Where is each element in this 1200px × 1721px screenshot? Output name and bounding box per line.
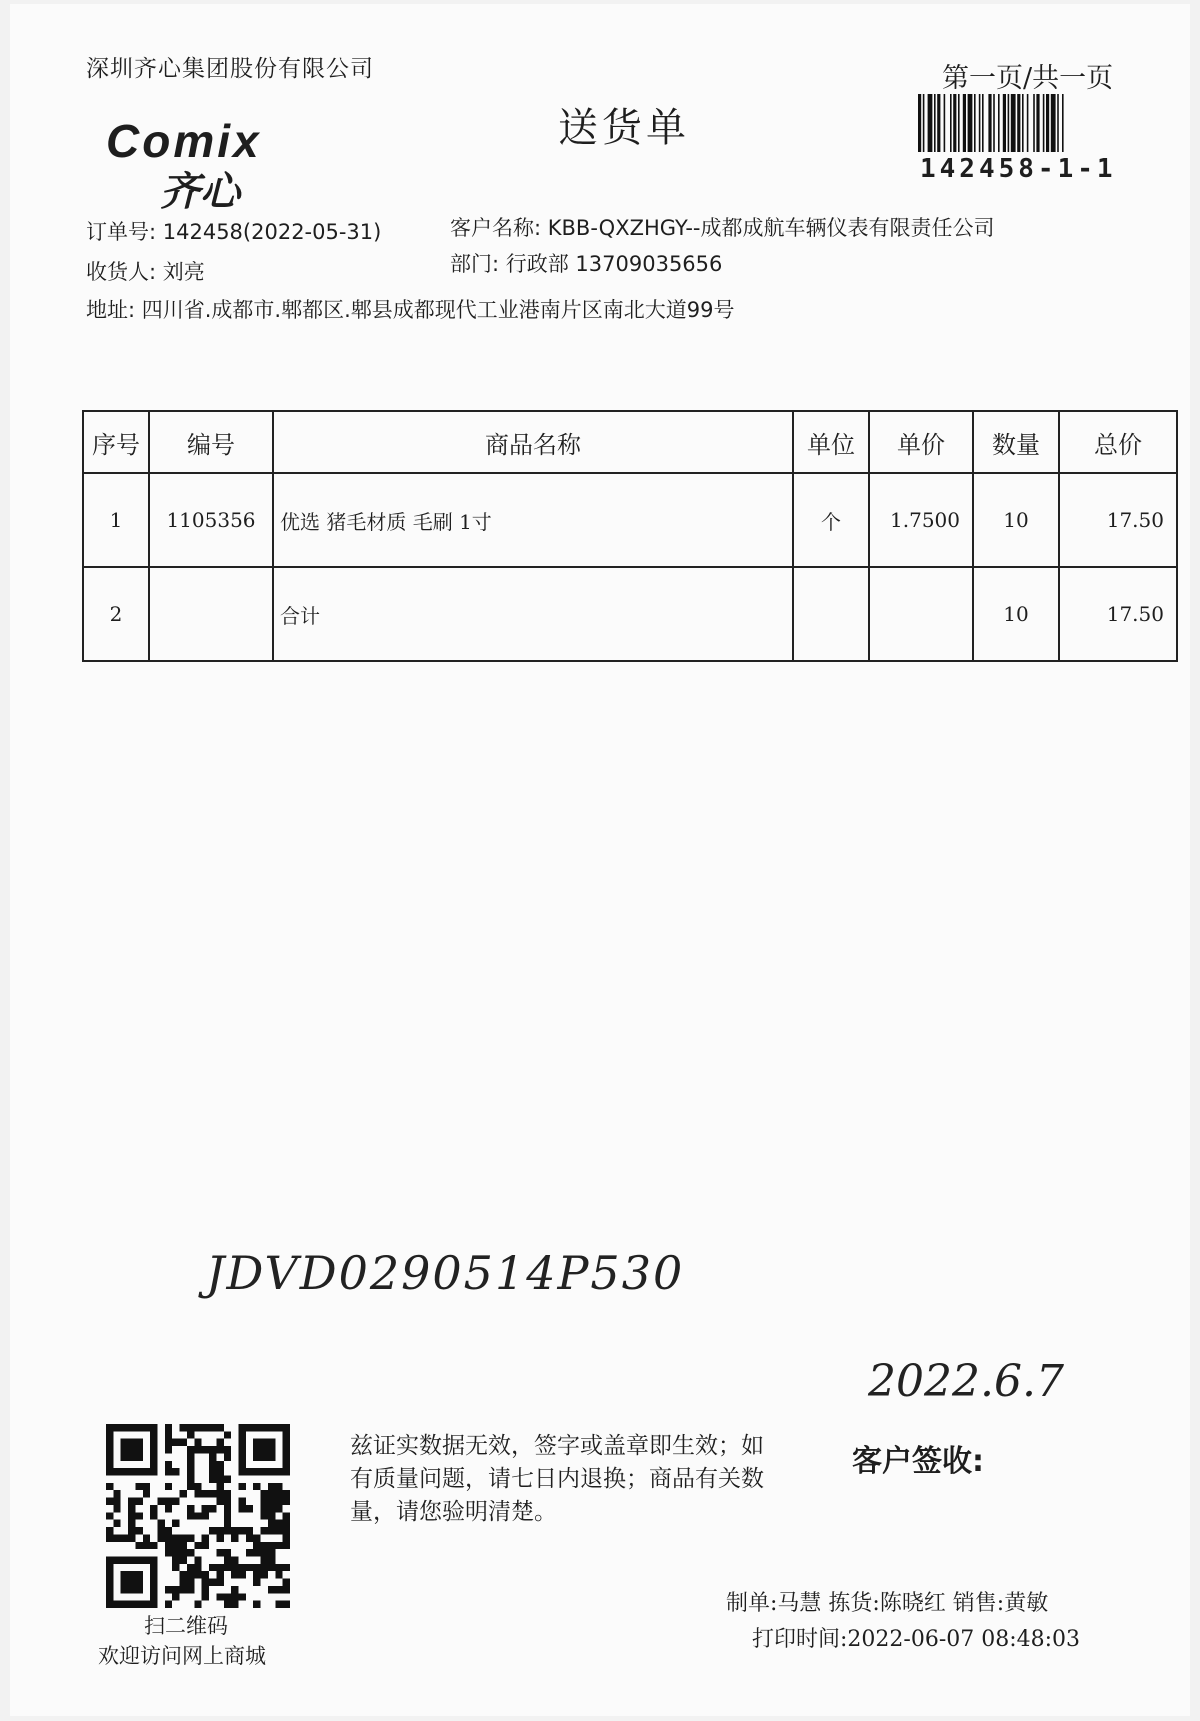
cell-total: 17.50 [1059, 567, 1177, 661]
table-header-row [83, 411, 1177, 473]
qr-caption-welcome: 欢迎访问网上商城 [98, 1644, 266, 1668]
order-number: 订单号: 142458(2022-05-31) [86, 220, 382, 244]
cell-unit [793, 567, 869, 661]
items-table [82, 410, 1178, 662]
col-header-qty: 数量 [973, 411, 1059, 473]
cell-index: 1 [83, 473, 149, 567]
cell-qty: 10 [973, 567, 1059, 661]
col-header-product: 商品名称 [273, 411, 793, 473]
handwritten-date: 2022.6.7 [868, 1356, 1064, 1407]
company-name: 深圳齐心集团股份有限公司 [86, 56, 374, 82]
barcode-number: 142458-1-1 [920, 154, 1117, 184]
cell-product: 合计 [273, 567, 793, 661]
cell-price [869, 567, 973, 661]
col-header-index: 序号 [83, 411, 149, 473]
customer-sign-label: 客户签收: [852, 1444, 984, 1479]
address: 地址: 四川省.成都市.郫都区.郫县成都现代工业港南片区南北大道99号 [86, 298, 735, 322]
cell-total: 17.50 [1059, 473, 1177, 567]
table-row [83, 473, 1177, 567]
brand-logo-cn: 齐心 [160, 169, 240, 215]
table-row [83, 567, 1177, 661]
cell-unit: 个 [793, 473, 869, 567]
receiver: 收货人: 刘亮 [86, 260, 205, 284]
staff-line: 制单:马慧 拣货:陈晓红 销售:黄敏 [726, 1591, 1049, 1616]
delivery-note-paper [10, 4, 1190, 1716]
col-header-code: 编号 [149, 411, 273, 473]
document-title: 送货单 [558, 105, 690, 151]
department: 部门: 行政部 13709035656 [450, 252, 723, 276]
col-header-price: 单价 [869, 411, 973, 473]
customer-name: 客户名称: KBB-QXZHGY--成都成航车辆仪表有限责任公司 [450, 216, 995, 240]
cell-code [149, 567, 273, 661]
handwritten-code: JDVD0290514P530 [206, 1246, 685, 1300]
print-time: 打印时间:2022-06-07 08:48:03 [752, 1627, 1081, 1652]
col-header-unit: 单位 [793, 411, 869, 473]
cell-price: 1.7500 [869, 473, 973, 567]
cell-index: 2 [83, 567, 149, 661]
col-header-total: 总价 [1059, 411, 1177, 473]
barcode-image [918, 94, 1128, 152]
cell-product: 优选 猪毛材质 毛刷 1寸 [273, 473, 793, 567]
qr-caption-scan: 扫二维码 [144, 1614, 228, 1638]
qr-code-image [106, 1424, 290, 1608]
page-indicator: 第一页/共一页 [942, 63, 1114, 94]
notice-text: 兹证实数据无效，签字或盖章即生效；如有质量问题，请七日内退换；商品有关数量，请您验明清楚。 [350, 1433, 764, 1525]
cell-code: 1105356 [149, 473, 273, 567]
brand-logo-en: Comix [106, 115, 262, 167]
cell-qty: 10 [973, 473, 1059, 567]
